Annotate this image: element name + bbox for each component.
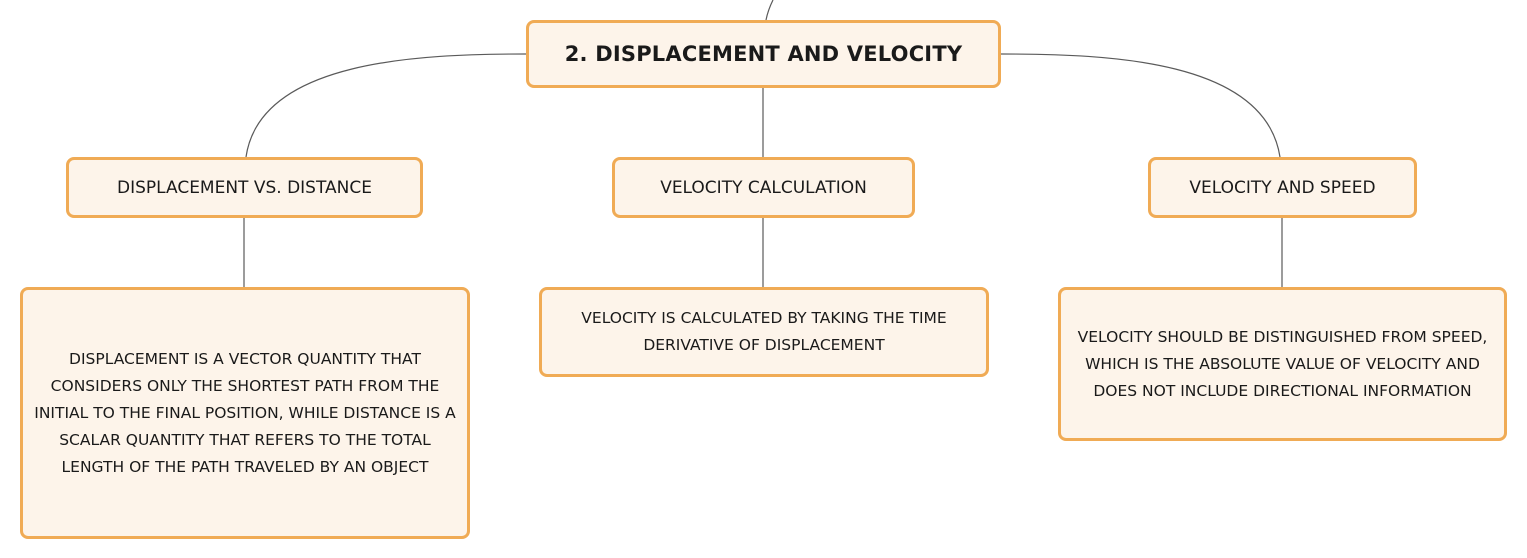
detail-node-text: VELOCITY SHOULD BE DISTINGUISHED FROM SPEED, WHICH IS THE ABSOLUTE VALUE OF VELOCITY AND DOES NOT INCLUDE DIRECTIONAL INFORMATION bbox=[1077, 327, 1488, 400]
root-node[interactable] bbox=[526, 20, 1001, 88]
topic-node-velocity-and-speed[interactable] bbox=[1148, 157, 1417, 218]
connector-root-to-topic-1 bbox=[246, 54, 526, 157]
topic-node-displacement-vs-distance[interactable] bbox=[66, 157, 423, 218]
detail-node-displacement-vs-distance[interactable] bbox=[20, 287, 470, 539]
detail-node-velocity-and-speed[interactable] bbox=[1058, 287, 1507, 441]
topic-node-velocity-calculation[interactable] bbox=[612, 157, 915, 218]
detail-node-text: DISPLACEMENT IS A VECTOR QUANTITY THAT CONSIDERS ONLY THE SHORTEST PATH FROM THE INITIAL TO THE FINAL POSITION, WHILE DISTANCE IS A SCALAR QUANTITY THAT REFERS TO THE TOTAL LENGTH OF THE PATH TRAVELED BY AN OBJECT bbox=[34, 349, 456, 476]
root-node-label: 2. DISPLACEMENT AND VELOCITY bbox=[564, 42, 963, 66]
detail-node-text: VELOCITY IS CALCULATED BY TAKING THE TIME DERIVATIVE OF DISPLACEMENT bbox=[581, 309, 947, 354]
topic-node-label: DISPLACEMENT VS. DISTANCE bbox=[116, 177, 372, 198]
connector-root-to-topic-3 bbox=[1001, 54, 1280, 157]
connector-parent-to-root bbox=[766, 0, 773, 20]
topic-node-label: VELOCITY CALCULATION bbox=[660, 177, 867, 198]
detail-node-velocity-calculation[interactable] bbox=[539, 287, 989, 377]
topic-node-label: VELOCITY AND SPEED bbox=[1189, 177, 1376, 198]
